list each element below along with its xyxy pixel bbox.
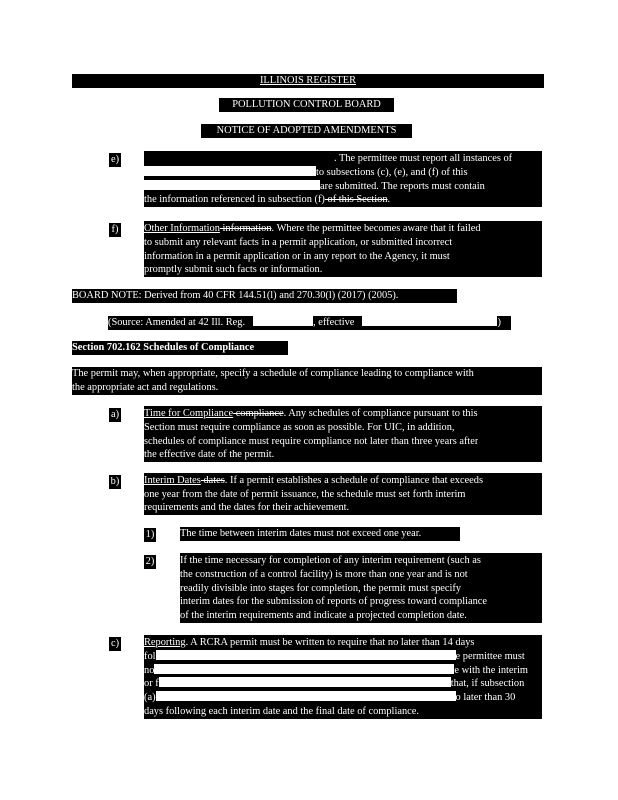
item-b-label: b) (110, 476, 120, 487)
item-b2-line-2: the construction of a control facility) is more than one year and is not (180, 569, 468, 580)
intro-line-1: The permit may, when appropriate, specify a schedule of compliance leading to compliance with (72, 368, 474, 379)
item-b2-block (180, 553, 542, 623)
item-c-line-2: fol e permittee must (144, 651, 525, 662)
notice-title (201, 124, 412, 138)
intro-paragraph (72, 367, 542, 395)
board-note: BOARD NOTE: Derived from 40 CFR 144.51(l) and 270.30(l) (2017) (2005). (72, 289, 457, 303)
register-title (72, 74, 544, 88)
item-e-label: e) (110, 154, 120, 165)
section-heading: Section 702.162 Schedules of Compliance (72, 341, 288, 355)
redaction-hole (156, 650, 456, 660)
item-a-label: a) (110, 409, 120, 420)
item-a-line-1: Time for Compliance compliance. Any schedules of compliance pursuant to this (144, 408, 478, 419)
redaction-hole (144, 166, 316, 176)
item-c-label: c) (110, 638, 120, 649)
item-c-line-6: days following each interim date and the final date of compliance. (144, 706, 419, 717)
redaction-hole (362, 316, 497, 326)
redaction-hole (154, 664, 454, 674)
item-f-label: f) (109, 223, 121, 237)
notice-title-text: NOTICE OF ADOPTED AMENDMENTS (216, 125, 397, 136)
item-e-line-1: . The permittee must report all instances of (144, 152, 512, 166)
item-b1-block: The time between interim dates must not exceed one year. (180, 527, 460, 541)
redaction-hole (144, 180, 320, 190)
item-c-line-3: no e with the interim (144, 665, 528, 676)
item-a-line-3: schedules of compliance must require compliance not later than three years after (144, 436, 479, 447)
item-f-line-2: to submit any relevant facts in a permit application, or submitted incorrect (144, 237, 453, 248)
item-b2-label: 2) (145, 556, 155, 567)
redaction-hole (156, 691, 456, 701)
item-f-line-4: promptly submit such facts or information. (144, 264, 323, 275)
item-c-line-4: or f that, if subsection (144, 678, 525, 689)
item-b-block (144, 473, 542, 515)
item-e-line-2: to subsections (c), (e), and (f) of this (144, 166, 468, 180)
item-f-block (144, 221, 542, 277)
item-b-line-3: requirements and the dates for their achievement. (144, 502, 350, 513)
item-f-line-1: Other Information information. Where the permittee becomes aware that it failed (144, 223, 481, 234)
item-a-line-4: the effective date of the permit. (144, 449, 275, 460)
item-b-line-1: Interim Dates dates. If a permit establishes a schedule of compliance that exceeds (144, 475, 484, 486)
item-c-line-5: (a) o later than 30 (144, 692, 516, 703)
item-b2-line-1: If the time necessary for completion of any interim requirement (such as (180, 555, 481, 566)
item-a-block (144, 406, 542, 462)
redaction-hole (159, 677, 451, 687)
redaction-hole (144, 152, 334, 162)
item-b2-line-3: readily divisible into stages for completion, the permit must specify (180, 583, 462, 594)
item-b2-line-5: of the interim requirements and indicate a projected completion date. (180, 610, 467, 621)
item-c-line-1: Reporting. A RCRA permit must be written to require that no later than 14 days (144, 637, 475, 648)
item-a-line-2: Section must require compliance as soon as possible. For UIC, in addition, (144, 422, 455, 433)
item-b1-label: 1) (145, 529, 155, 540)
register-title-text: ILLINOIS REGISTER (259, 75, 357, 86)
item-b-line-2: one year from the date of permit issuance, the schedule must set forth interim (144, 489, 466, 500)
source-line: (Source: Amended at 42 Ill. Reg. , effective ) (108, 316, 511, 330)
item-b2-line-4: interim dates for the submission of reports of progress toward compliance (180, 596, 488, 607)
item-e-line-4: the information referenced in subsection (f) of this Section. (144, 194, 391, 205)
board-name (219, 98, 394, 112)
intro-line-2: the appropriate act and regulations. (72, 382, 219, 393)
item-f-line-3: information in a permit application or in any report to the Agency, it must (144, 251, 450, 262)
board-name-text: POLLUTION CONTROL BOARD (232, 99, 381, 110)
item-e-line-3: are submitted. The reports must contain (144, 180, 485, 194)
redaction-hole (253, 316, 313, 326)
item-c-block (144, 635, 542, 719)
item-e-block (144, 151, 542, 207)
